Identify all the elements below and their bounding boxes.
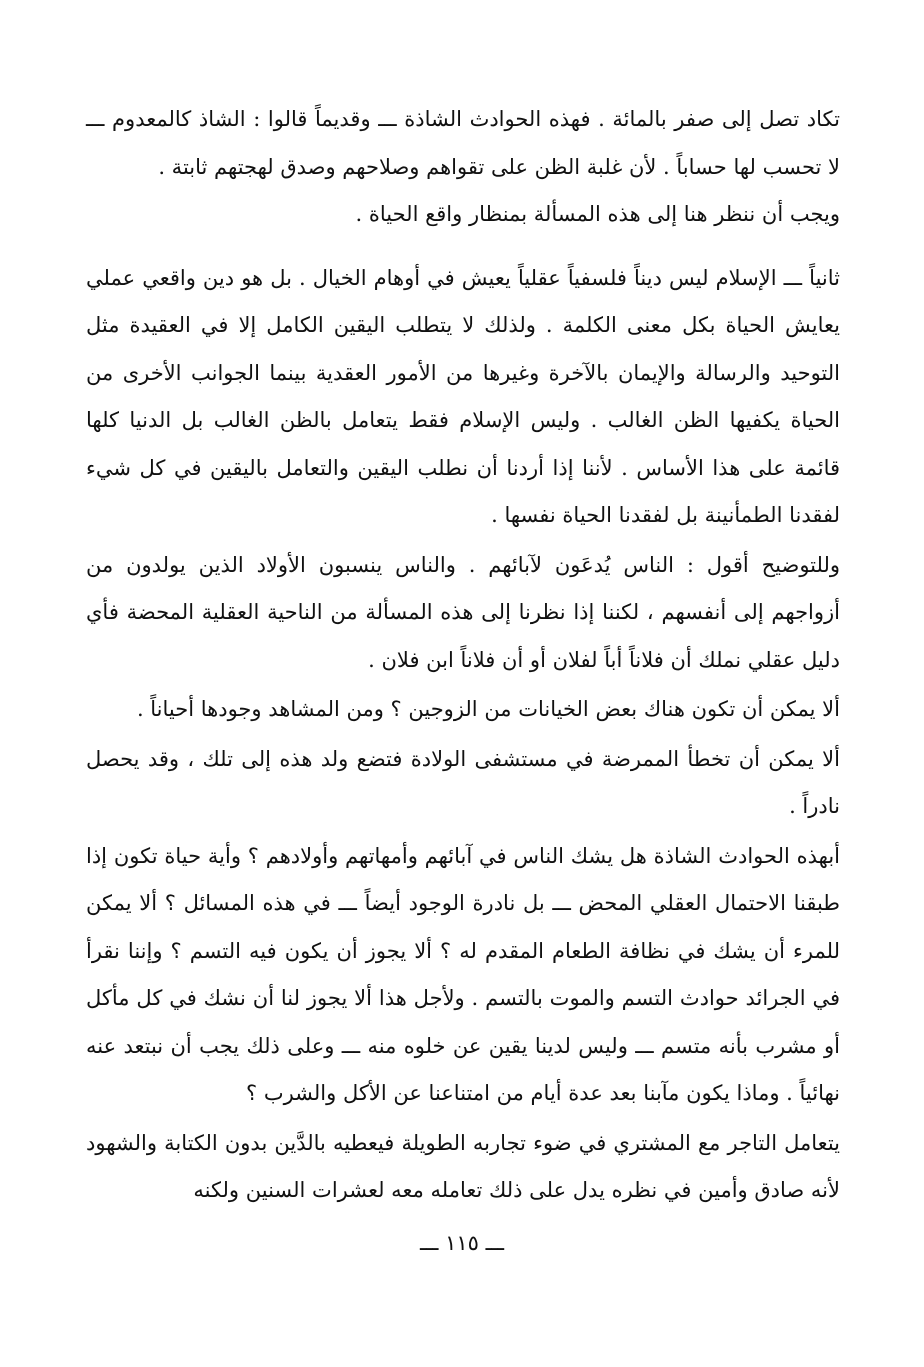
- paragraph-rare-events: أبهذه الحوادث الشاذة هل يشك الناس في آبائهم وأمهاتهم وأولادهم ؟ وأية حياة تكون إذا طبقنا الاحتمال العقلي المحض ـــ بل نادرة الوجود أيضاً ـــ في هذه المسائل ؟ ألا يمكن للمرء أن يشك في نظافة الطعام المقدم له ؟ ألا يجوز أن يكون فيه التسم ؟ وإننا نقرأ في الجرائد حوادث التسم والموت بالتسم . ولأجل هذا ألا يجوز لنا أن نشك في كل مأكل أو مشرب بأنه متسم ـــ وليس لدينا يقين عن خلوه منه ـــ وعلى ذلك يجب أن نبتعد عنه نهائياً . وماذا يكون مآبنا بعد عدة أيام من امتناعنا عن الأكل والشرب ؟: [86, 843, 840, 1105]
- paragraph-betrayal-question: ألا يمكن أن تكون هناك بعض الخيانات من الزوجين ؟ ومن المشاهد وجودها أحياناً .: [136, 697, 840, 721]
- page-number: ـــ ١١٥ ـــ: [419, 1231, 505, 1255]
- paragraph-clarification: وللتوضيح أقول : الناس يُدعَون لآبائهم . والناس ينسبون الأولاد الذين يولدون من أزواجهم إلى أنفسهم ، لكننا إذا نظرنا إلى هذه المسألة من الناحية العقلية المحضة فأي دليل عقلي نملك أن فلاناً أباً لفلان أو أن فلاناً ابن فلان .: [86, 552, 840, 672]
- paragraph-second-point: ثانياً ـــ الإسلام ليس ديناً فلسفياً عقلياً يعيش في أوهام الخيال . بل هو دين واقعي عملي يعايش الحياة بكل معنى الكلمة . ولذلك لا يتطلب اليقين الكامل إلا في العقيدة مثل التوحيد والرسالة والإيمان بالآخرة وغيرها من الأمور العقدية بينما الجوانب الأخرى من الحياة يكفيها الظن الغالب . وليس الإسلام فقط يتعامل بالظن الغالب بل الدنيا كلها قائمة على هذا الأساس . لأننا إذا أردنا أن نطلب اليقين والتعامل باليقين في كل شيء لفقدنا الطمأنينة بل لفقدنا الحياة نفسها .: [86, 265, 841, 527]
- paragraph-merchant: يتعامل التاجر مع المشتري في ضوء تجاربه الطويلة فيعطيه بالدَّين بدون الكتابة والشهود لأنه صادق وأمين في نظره يدل على ذلك تعامله معه لعشرات السنين ولكنه: [86, 1130, 840, 1202]
- paragraph-intro: تكاد تصل إلى صفر بالمائة . فهذه الحوادث الشاذة ـــ وقديماً قالوا : الشاذ كالمعدوم ـــ لا تحسب لها حساباً . لأن غلبة الظن على تقواهم وصلاحهم وصدق لهجتهم ثابتة .: [86, 107, 840, 179]
- paragraph-reality: ويجب أن ننظر هنا إلى هذه المسألة بمنظار واقع الحياة .: [355, 202, 840, 226]
- page-body: [86, 96, 840, 1336]
- paragraph-nurse-question: ألا يمكن أن تخطأ الممرضة في مستشفى الولادة فتضع ولد هذه إلى تلك ، وقد يحصل نادراً .: [86, 746, 840, 818]
